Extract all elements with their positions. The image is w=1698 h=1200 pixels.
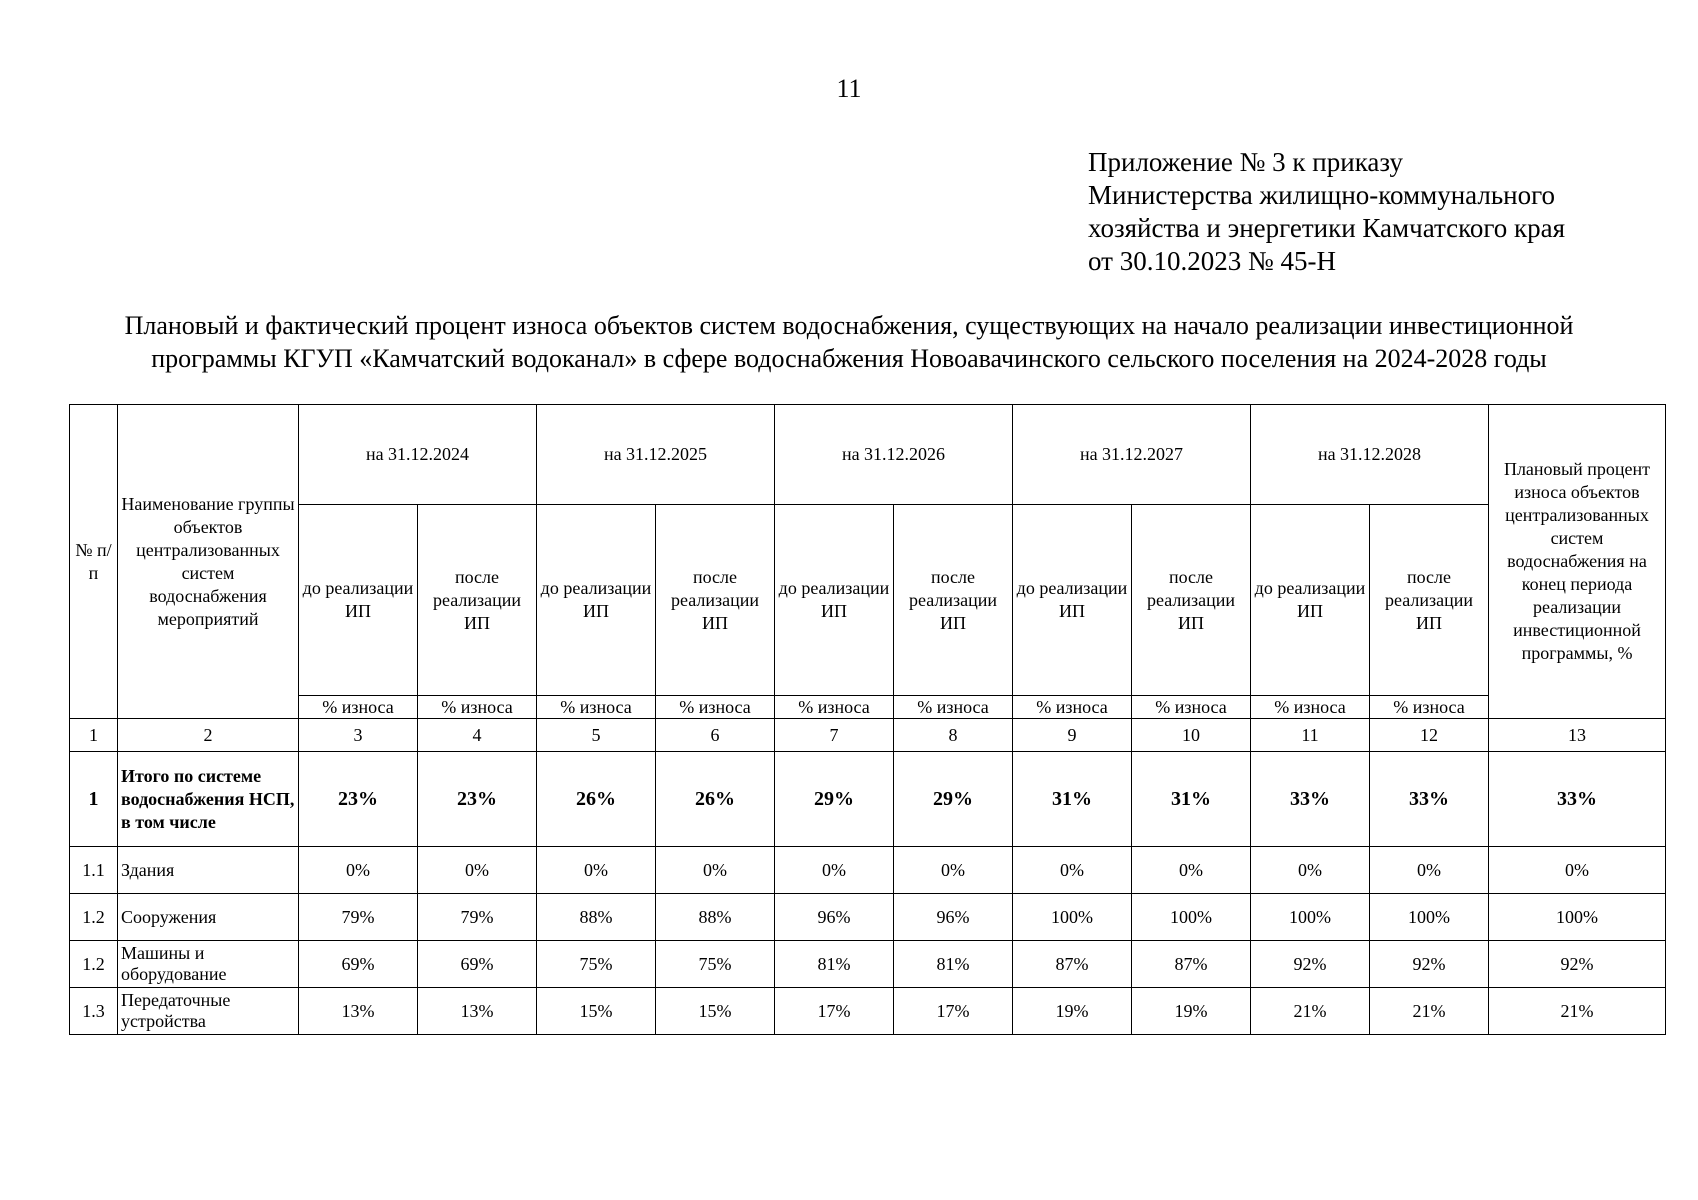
cell-value: 100%	[1132, 894, 1251, 941]
cell-value: 19%	[1132, 988, 1251, 1035]
cell-value: 26%	[537, 752, 656, 847]
cell-value: 19%	[1013, 988, 1132, 1035]
cell-value: 96%	[775, 894, 894, 941]
cell-value: 81%	[775, 941, 894, 988]
cell-value: 100%	[1489, 894, 1666, 941]
header-before: до реализации ИП	[1251, 505, 1370, 696]
header-unit: % износа	[1370, 696, 1489, 719]
column-number: 3	[299, 719, 418, 752]
row-name: Машины и оборудование	[118, 941, 299, 988]
header-before: до реализации ИП	[1013, 505, 1132, 696]
cell-value: 0%	[1370, 847, 1489, 894]
header-unit: % износа	[299, 696, 418, 719]
appendix-line: от 30.10.2023 № 45-Н	[1088, 246, 1336, 276]
header-unit: % износа	[894, 696, 1013, 719]
cell-value: 23%	[418, 752, 537, 847]
table-row	[70, 988, 1666, 1035]
header-date: на 31.12.2026	[775, 405, 1013, 505]
title-line: Плановый и фактический процент износа объектов систем водоснабжения, существующих на начало реализации инвестиционной	[124, 311, 1574, 340]
column-number-row	[70, 719, 1666, 752]
cell-value: 87%	[1013, 941, 1132, 988]
wear-table	[69, 404, 1666, 1035]
cell-value: 21%	[1489, 988, 1666, 1035]
cell-value: 0%	[1251, 847, 1370, 894]
cell-value: 0%	[775, 847, 894, 894]
table-row	[70, 847, 1666, 894]
appendix-line: Министерства жилищно-коммунального	[1088, 180, 1556, 210]
header-unit: % износа	[418, 696, 537, 719]
header-unit: % износа	[1132, 696, 1251, 719]
cell-value: 33%	[1370, 752, 1489, 847]
cell-value: 29%	[775, 752, 894, 847]
cell-value: 0%	[894, 847, 1013, 894]
table-row	[70, 894, 1666, 941]
title-line: программы КГУП «Камчатский водоканал» в сфере водоснабжения Новоавачинского сельского поселения на 2024-2028 годы	[151, 344, 1547, 373]
appendix-line: Приложение № 3 к приказу	[1088, 147, 1403, 177]
row-number: 1.3	[70, 988, 118, 1035]
cell-value: 29%	[894, 752, 1013, 847]
cell-value: 0%	[299, 847, 418, 894]
document-title	[50, 309, 1648, 375]
header-after: после реализации ИП	[1132, 505, 1251, 696]
header-unit: % износа	[656, 696, 775, 719]
cell-value: 88%	[537, 894, 656, 941]
cell-value: 13%	[299, 988, 418, 1035]
header-unit: % износа	[537, 696, 656, 719]
cell-value: 26%	[656, 752, 775, 847]
cell-value: 33%	[1251, 752, 1370, 847]
header-date: на 31.12.2028	[1251, 405, 1489, 505]
cell-value: 0%	[1132, 847, 1251, 894]
cell-value: 92%	[1489, 941, 1666, 988]
table-row	[70, 941, 1666, 988]
column-number: 7	[775, 719, 894, 752]
cell-value: 0%	[1489, 847, 1666, 894]
header-after: после реализации ИП	[1370, 505, 1489, 696]
cell-value: 17%	[775, 988, 894, 1035]
column-number: 9	[1013, 719, 1132, 752]
cell-value: 75%	[537, 941, 656, 988]
cell-value: 21%	[1370, 988, 1489, 1035]
page-number: 11	[836, 74, 862, 103]
cell-value: 79%	[418, 894, 537, 941]
header-before: до реализации ИП	[537, 505, 656, 696]
table-row-total	[70, 752, 1666, 847]
header-date: на 31.12.2024	[299, 405, 537, 505]
row-number: 1.2	[70, 894, 118, 941]
cell-value: 0%	[537, 847, 656, 894]
header-before: до реализации ИП	[299, 505, 418, 696]
cell-value: 96%	[894, 894, 1013, 941]
column-number: 1	[70, 719, 118, 752]
column-number: 10	[1132, 719, 1251, 752]
column-number: 4	[418, 719, 537, 752]
row-number: 1	[70, 752, 118, 847]
cell-value: 33%	[1489, 752, 1666, 847]
cell-value: 23%	[299, 752, 418, 847]
cell-value: 69%	[418, 941, 537, 988]
cell-value: 92%	[1370, 941, 1489, 988]
cell-value: 13%	[418, 988, 537, 1035]
column-number: 8	[894, 719, 1013, 752]
header-date: на 31.12.2027	[1013, 405, 1251, 505]
cell-value: 31%	[1013, 752, 1132, 847]
column-number: 11	[1251, 719, 1370, 752]
header-date: на 31.12.2025	[537, 405, 775, 505]
header-after: после реализации ИП	[418, 505, 537, 696]
header-before: до реализации ИП	[775, 505, 894, 696]
cell-value: 0%	[418, 847, 537, 894]
column-number: 2	[118, 719, 299, 752]
row-name: Сооружения	[118, 894, 299, 941]
header-unit: % износа	[1013, 696, 1132, 719]
cell-value: 17%	[894, 988, 1013, 1035]
cell-value: 100%	[1251, 894, 1370, 941]
cell-value: 15%	[537, 988, 656, 1035]
cell-value: 0%	[1013, 847, 1132, 894]
row-name: Итого по системе водоснабжения НСП, в том числе	[118, 752, 299, 847]
appendix-line: хозяйства и энергетики Камчатского края	[1088, 213, 1566, 243]
row-number: 1.2	[70, 941, 118, 988]
cell-value: 15%	[656, 988, 775, 1035]
header-group-name: Наименование группы объектов централизованных систем водоснабжения мероприятий	[118, 405, 299, 719]
header-unit: % износа	[1251, 696, 1370, 719]
header-unit: % износа	[775, 696, 894, 719]
column-number: 6	[656, 719, 775, 752]
row-number: 1.1	[70, 847, 118, 894]
column-number: 5	[537, 719, 656, 752]
header-after: после реализации ИП	[656, 505, 775, 696]
header-row-number: № п/ п	[70, 405, 118, 719]
header-after: после реализации ИП	[894, 505, 1013, 696]
cell-value: 87%	[1132, 941, 1251, 988]
appendix-reference	[1088, 146, 1668, 278]
cell-value: 81%	[894, 941, 1013, 988]
cell-value: 21%	[1251, 988, 1370, 1035]
cell-value: 88%	[656, 894, 775, 941]
cell-value: 0%	[656, 847, 775, 894]
header-planned-wear: Плановый процент износа объектов централизованных систем водоснабжения на конец периода реализации инвестиционной программы, %	[1489, 405, 1666, 719]
column-number: 12	[1370, 719, 1489, 752]
cell-value: 79%	[299, 894, 418, 941]
column-number: 13	[1489, 719, 1666, 752]
row-name: Передаточные устройства	[118, 988, 299, 1035]
cell-value: 31%	[1132, 752, 1251, 847]
cell-value: 100%	[1370, 894, 1489, 941]
cell-value: 75%	[656, 941, 775, 988]
row-name: Здания	[118, 847, 299, 894]
cell-value: 92%	[1251, 941, 1370, 988]
cell-value: 69%	[299, 941, 418, 988]
cell-value: 100%	[1013, 894, 1132, 941]
